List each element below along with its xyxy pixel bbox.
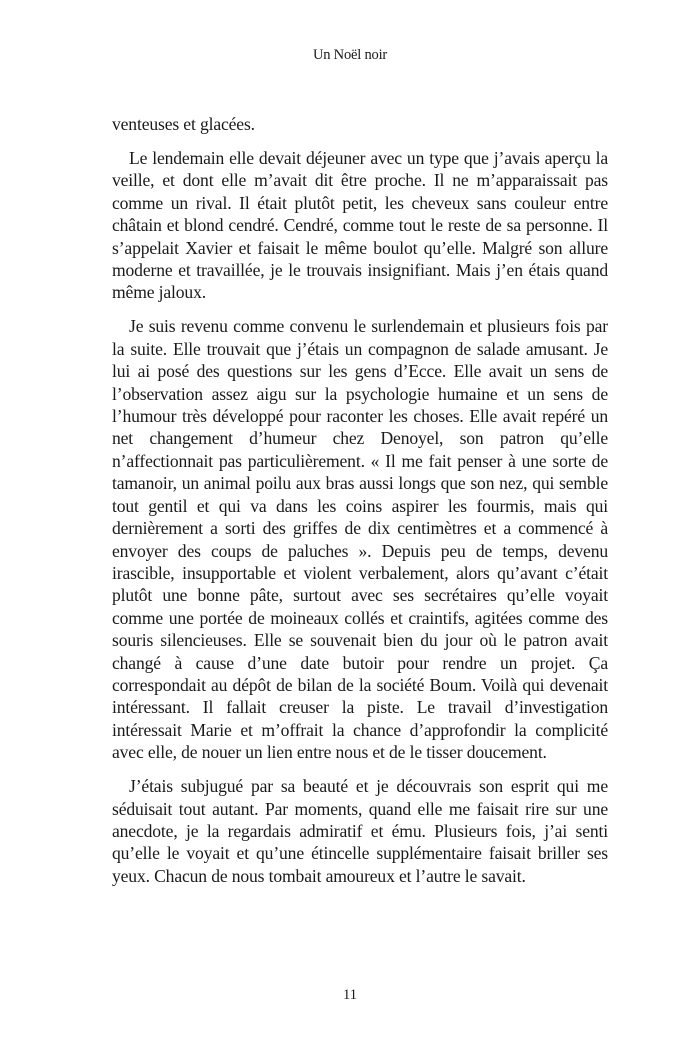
paragraph: Le lendemain elle devait déjeuner avec un type que j’avais aperçu la veille, et dont elle m’avait dit être proche. Il ne m’apparaissait pas comme un rival. Il était plutôt petit, les cheveux sans couleur entre châtain et blond cendré. Cendré, comme tout le reste de sa personne. Il s’appelait Xavier et faisait le même boulot qu’elle. Malgré son allure moderne et travaillée, je le trouvais insignifiant. Mais j’en étais quand même jaloux.	[112, 148, 608, 303]
paragraph: J’étais subjugué par sa beauté et je découvrais son esprit qui me séduisait tout autant. Par moments, quand elle me faisait rire sur une anecdote, je la regardais admiratif et ému. Plusieurs fois, j’ai senti qu’elle le voyait et qu’une étincelle supplémentaire faisait briller ses yeux. Chacun de nous tombait amoureux et l’autre le savait.	[112, 776, 608, 886]
page-number: 11	[343, 987, 357, 1003]
paragraph: Je suis revenu comme convenu le surlendemain et plusieurs fois par la suite. Elle trouvait que j’étais un compagnon de salade amusant. Je lui ai posé des questions sur les gens d’Ecce. Elle avait un sens de l’observation assez aigu sur la psychologie humaine et un sens de l’humour très développé pour raconter les choses. Elle avait repéré un net changement d’humeur chez Denoyel, son patron qu’elle n’affectionnait pas particulièrement. « Il me fait penser à une sorte de tamanoir, un animal poilu aux bras aussi longs que son nez, qui semble tout gentil et qui va dans les coins aspirer les fourmis, mais qui dernièrement a sorti des griffes de dix centimètres et a commencé à envoyer des coups de paluches ». Depuis peu de temps, devenu irascible, insupportable et violent verbalement, alors qu’avant c’était plutôt une bonne pâte, surtout avec ses secrétaires qu’elle voyait comme une portée de moineaux collés et craintifs, agitées comme des souris silencieuses. Elle se souvenait bien du jour où le patron avait changé à cause d’une date butoir pour rendre un projet. Ça correspondait au dépôt de bilan de la société Boum. Voilà qui devenait intéressant. Il fallait creuser la piste. Le travail d’investigation intéressait Marie et m’offrait la chance d’approfondir la complicité avec elle, de nouer un lien entre nous et de le tisser doucement.	[112, 316, 608, 763]
running-header-title: Un Noël noir	[312, 47, 388, 63]
paragraph-continuation: venteuses et glacées.	[112, 114, 255, 134]
body-text	[112, 113, 608, 899]
